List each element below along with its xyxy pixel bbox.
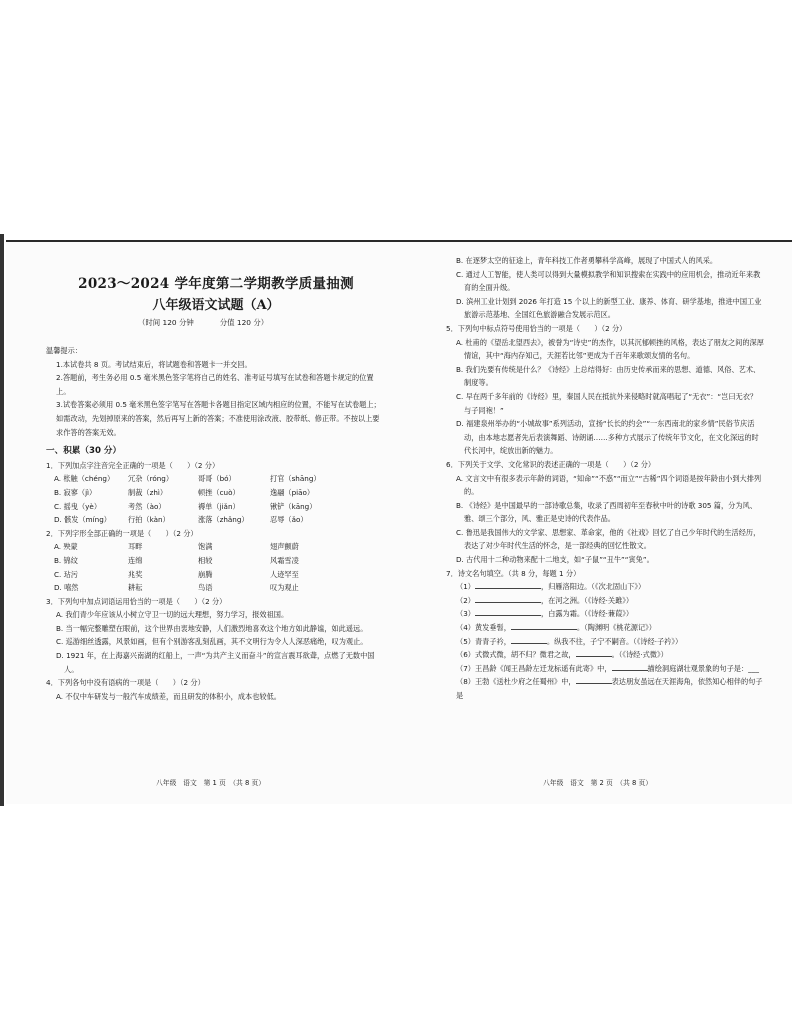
fill-item	[446, 662, 764, 676]
option-cell: 连绵	[128, 555, 143, 565]
notice-item: 2.答题前，考生务必用 0.5 毫米黑色签字笔将自己的姓名、准考证号填写在试卷和答题卡规定的位置上。	[56, 373, 374, 396]
question-2-options	[46, 540, 386, 594]
question-1-options	[46, 472, 386, 526]
option-cell: D. 骸发（míng）	[54, 515, 111, 525]
exam-score: 分值 120 分）	[219, 318, 269, 327]
answer-blank	[511, 621, 577, 630]
fill-item	[446, 675, 764, 702]
fill-text: ，在河之洲。（《诗经·关雎》）	[540, 595, 634, 605]
option-cell: A. 枨触（chéng）	[54, 474, 115, 484]
option-cell: 翅声颤蔚	[270, 542, 299, 552]
exam-time-score	[46, 316, 386, 330]
fill-text: 。（陶渊明《桃花源记》）	[576, 623, 656, 633]
notice-item: 1.本试卷共 8 页。考试结束后，将试题卷和答题卡一并交回。	[56, 359, 252, 369]
answer-blank	[511, 635, 547, 644]
page-footer-right: 八年级 语文 第 2 页 （共 8 页）	[543, 779, 653, 787]
option-cell: 哥哥（bó）	[198, 474, 236, 484]
option-text: D. 滨州工业计划到 2026 年打造 15 个以上的新型工业、康养、体育、研学基地，推进中国工业旅游示范基地、全国红色旅游融合发展示范区。	[456, 296, 762, 320]
exam-subtitle: 八年级语文试题（A）	[152, 298, 280, 313]
option-text: D. 1921 年，在上海嘉兴南湖的红船上，一声“为共产主义而奋斗”的宣言震耳欲聋，点燃了无数中国人。	[56, 651, 375, 674]
fill-number: （2）	[456, 595, 475, 605]
option-cell: 鸟语	[198, 583, 213, 593]
question-stem: 7．诗文名句填空。（共 8 分，每题 1 分）	[446, 568, 581, 578]
fill-text: 。纵我不往，子宁不嗣音。（《诗经·子衿》）	[546, 636, 683, 646]
option-cell: 风霜雪凌	[270, 555, 299, 565]
answer-blank	[475, 607, 541, 616]
option-cell: 锹铲（kāng）	[270, 501, 317, 511]
fill-text: 描绘洞庭湖壮观景象的句子是：___	[647, 663, 759, 673]
option-text: B. 《诗经》是中国最早的一部诗歌总集，收录了西周初年至春秋中叶的诗歌 305 篇，分为风、雅、颂三个部分，风、雅正是史诗的代表作品。	[456, 500, 757, 524]
exam-title: 2023～2024 学年度第二学期教学质量抽测	[78, 276, 354, 292]
option-cell: 褥单（jiǎn）	[198, 501, 240, 511]
option-cell: 饱满	[198, 542, 213, 552]
page-footer-left: 八年级 语文 第 1 页 （共 8 页）	[156, 779, 266, 787]
exam-time: （时间 120 分钟	[138, 318, 194, 327]
option-text: C. 早在两千多年前的《诗经》里，秦国人民在抵抗外来侵略时就高唱起了“无衣”：“岂曰无衣？与子同袍！”	[456, 391, 758, 415]
option-cell: 叹为观止	[270, 583, 299, 593]
left-column	[46, 254, 386, 703]
fill-number: （6）式微式微，胡不归？微君之故，	[456, 650, 576, 660]
option-text: A. 杜甫的《望岳北望西去》，被誉为“诗史”的杰作，以其沉郁顿挫的风格，表达了朋友之间的深厚情谊，其中“海内存知己，天涯若比邻”更成为千百年来歌颂友情的名句。	[456, 337, 764, 361]
option-cell: 耳畔	[128, 542, 143, 552]
exam-sheet	[6, 240, 792, 804]
option-cell: 顿挫（cuò）	[198, 487, 240, 497]
fill-item	[446, 648, 764, 662]
fill-item	[446, 621, 764, 635]
question-stem: 6．下列关于文学、文化常识的表述正确的一项是（ ）（2 分）	[446, 459, 656, 469]
option-cell: 忍辱（ǎo）	[270, 515, 308, 525]
option-cell: 冗杂（róng）	[128, 474, 174, 484]
scan-edge	[0, 234, 4, 806]
option-cell: 逸翮（piāo）	[270, 487, 315, 497]
option-cell: A. 殃蒙	[54, 542, 78, 552]
option-cell: 人迹罕至	[270, 569, 299, 579]
fill-number: （8）王勃《送杜少府之任蜀州》中，	[456, 677, 576, 687]
answer-blank	[475, 580, 541, 589]
question-stem: 2．下列字形全部正确的一项是（ ）（2 分）	[46, 528, 198, 538]
notice-heading: 温馨提示：	[46, 346, 82, 355]
option-cell: 行拍（kàn）	[128, 515, 170, 525]
option-text: B. 在逐梦太空的征途上，青年科技工作者勇攀科学高峰，展现了中国式人的风采。	[456, 256, 718, 265]
right-column	[446, 254, 764, 703]
fill-text: 表达朋友虽远在天涯海角，依然知心相伴的句子是	[456, 677, 763, 700]
option-text: A. 不仅中车研发与一般汽车成绩差，而且研发的体积小，成本也较低。	[56, 691, 281, 701]
question-stem: 4．下列各句中没有语病的一项是（ ）（2 分）	[46, 678, 205, 688]
notice-item: 3.试卷答案必须用 0.5 毫米黑色签字笔写在答题卡各题目指定区域内相应的位置，不能写在试卷题上；如需改动，先划掉原来的答案，然后再写上新的答案；不准使用涂改液、胶带纸、修正带。不按以上要求作答的答案无效。	[56, 400, 381, 437]
answer-blank	[576, 648, 612, 657]
option-cell: 相较	[198, 555, 213, 565]
option-text: C. 鲁迅是我国伟大的文学家、思想家、革命家，他的《社戏》回忆了自己少年时代的生活经历，表达了对少年时代生活的怀念，是一部经典的回忆性散文。	[456, 527, 761, 551]
fill-text: 。（《诗经·式微》）	[611, 650, 668, 660]
option-cell: 制裁（zhì）	[128, 487, 168, 497]
question-stem: 3．下列句中加点词语运用恰当的一项是（ ）（2 分）	[46, 596, 227, 606]
option-cell: B. 寂寥（jì）	[54, 487, 97, 497]
answer-blank	[612, 662, 648, 671]
option-cell: 考然（ào）	[128, 501, 166, 511]
fill-number: （7）王昌龄《闻王昌龄左迁龙标遥有此寄》中，	[456, 663, 612, 673]
question-stem: 1．下列加点字注音完全正确的一项是（ ）（2 分）	[46, 460, 220, 470]
option-text: C. 巡游细丝透露，风景如画，但有个别游客乱刻乱画，其不文明行为令人人深恶痛绝，叹为观止。	[56, 637, 368, 647]
option-cell: 涨落（zhǎng）	[198, 515, 249, 525]
fill-number: （1）	[456, 582, 475, 592]
option-text: A. 我们青少年应该从小树立守卫一切的远大理想，努力学习，报效祖国。	[56, 610, 289, 620]
option-text: B. 我们先要有传统是什么？《诗经》上总结得好：由历史传承而来的思想、道德、风俗、艺术、制度等。	[456, 364, 761, 388]
fill-text: ，归雁洛阳边。（《次北固山下》）	[540, 582, 646, 592]
option-cell: 耕耘	[128, 583, 143, 593]
option-cell: 兆奖	[128, 569, 143, 579]
fill-number: （4）黄发垂髫，	[456, 623, 511, 633]
option-text: B. 当一幅完整雕塑在眼前，这个世界由衷地安静，人们激烈地喜欢这个地方如此静谧，如此遥远。	[56, 623, 368, 633]
fill-item	[446, 607, 764, 621]
fill-number: （3）	[456, 609, 475, 619]
option-text: D. 古代用十二种动物来配十二地支，如“子鼠”“丑牛”“寅兔”。	[456, 555, 654, 565]
option-cell: 崩腾	[198, 569, 213, 579]
option-cell: C. 玷污	[54, 569, 78, 579]
fill-number: （5）青青子衿，	[456, 636, 511, 646]
answer-blank	[576, 675, 612, 684]
question-stem: 5．下列句中标点符号使用恰当的一项是（ ）（2 分）	[446, 323, 627, 333]
option-cell: 打官（shāng）	[270, 474, 321, 484]
section-heading: 一、积累（30 分）	[46, 446, 122, 457]
option-text: A. 文言文中有很多表示年龄的词语，“知命”“不惑”“而立”“古稀”四个词语是按年龄由小到大排列的。	[456, 473, 762, 497]
fill-item	[446, 594, 764, 608]
fill-item	[446, 635, 764, 649]
answer-blank	[475, 594, 541, 603]
option-text: C. 通过人工智能，使人类可以得到大量模拟教学和知识搜索在实践中的应用机会，推动近年来教育的全面升级。	[456, 269, 761, 293]
fill-item	[446, 580, 764, 594]
option-text: D. 福建泉州举办的“小城故事”系列活动，宣扬“长长的约会”“一东西南北的家乡情”民俗节庆活动，由本地志愿者先后表演舞蹈、诗朗诵……多种方式展示了传统年节文化，在文化深远的时代长河中，绽放出新的魅力。	[456, 419, 759, 456]
option-cell: C. 摇曳（yè）	[54, 501, 102, 511]
option-cell: B. 锦纹	[54, 555, 78, 565]
fill-text: ，白露为霜。（《诗经·蒹葭》）	[540, 609, 634, 619]
option-cell: D. 嘻然	[54, 583, 79, 593]
